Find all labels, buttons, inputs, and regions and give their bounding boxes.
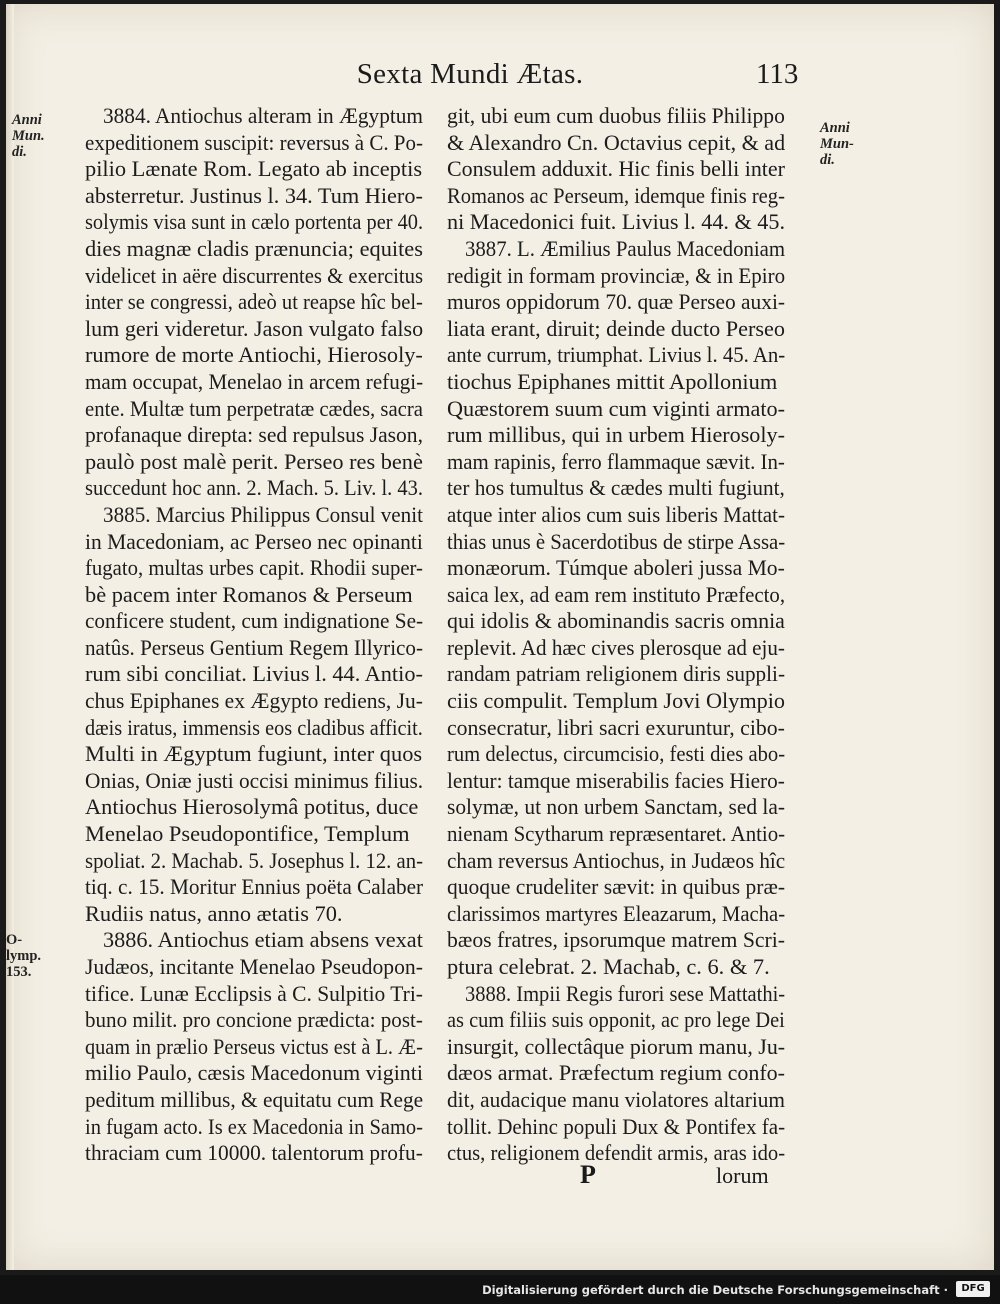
text-line: bæos fratres, ipsorumque matrem Scri- [447, 927, 786, 953]
margin-note-line: di. [12, 144, 27, 160]
text-line: atque inter alios cum suis liberis Mattat- [447, 501, 785, 527]
margin-note-line: O- [6, 932, 23, 948]
dfg-logo-icon: DFG [956, 1281, 990, 1297]
text-line: lum geri videretur. Jason vulgato falso [85, 315, 424, 341]
text-line: solymis visa sunt in cælo portenta per 40. [85, 209, 424, 235]
margin-note-line: di. [820, 152, 835, 168]
text-line: 3886. Antiochus etiam absens vexat [103, 927, 423, 953]
text-line: liata erant, diruit; deinde ducto Perseo [447, 315, 786, 341]
text-line: rum delectus, circumcisio, festi dies abo- [447, 741, 786, 767]
left-text-column [85, 103, 423, 1167]
text-line: tiq. c. 15. Moritur Ennius poëta Calaber [85, 874, 424, 900]
text-line: tiochus Epiphanes mittit Apollonium [447, 368, 778, 394]
text-line: 3888. Impii Regis furori sese Mattathi- [465, 980, 786, 1006]
margin-note-olympiad [6, 932, 64, 980]
page-gutter-edge [6, 4, 14, 1270]
text-line: nienam Scytharum repræsentaret. Antio- [447, 821, 786, 847]
text-line: conficere student, cum indignatione Se- [85, 608, 424, 634]
text-line: Antiochus Hierosolymâ potitus, duce [85, 794, 419, 820]
text-line: peditum millibus, & equitatu cum Rege [85, 1086, 424, 1112]
text-line: paulò post malè perit. Perseo res benè [85, 448, 423, 474]
text-line: ctus, religionem defendit armis, aras ido- [447, 1140, 786, 1166]
text-line: Romanos ac Perseum, idemque finis reg- [447, 182, 785, 208]
margin-note-line: lymp. [6, 948, 42, 964]
text-line: solymæ, ut non urbem Sanctam, sed la- [447, 794, 786, 820]
text-line: mam rapinis, ferro flammaque sævit. In- [447, 448, 785, 474]
text-line: Onias, Oniæ justi occisi minimus filius. [85, 767, 424, 793]
text-line: ptura celebrat. 2. Machab, c. 6. & 7. [447, 954, 770, 979]
text-line: ante currum, triumphat. Livius l. 45. An- [447, 342, 786, 368]
text-line: cham reversus Antiochus, in Judæos hîc [447, 847, 786, 873]
text-line: dæis iratus, immensis eos cladibus afficit. [85, 714, 423, 740]
text-line: rum sibi conciliat. Livius l. 44. Antio- [85, 661, 423, 687]
text-line: saica lex, ad eam rem instituto Præfecto, [447, 581, 786, 607]
text-line: ente. Multæ tum perpetratæ cædes, sacra [85, 395, 423, 421]
text-line: monæorum. Túmque aboleri jussa Mo- [447, 555, 785, 581]
footer-credit: Digitalisierung gefördert durch die Deutsche Forschungsgemeinschaft · [482, 1283, 948, 1297]
text-line: rum millibus, qui in urbem Hierosoly- [447, 422, 785, 448]
text-line: profanaque direpta: sed repulsus Jason, [85, 422, 423, 448]
text-line: in Macedoniam, ac Perseo nec opinanti [85, 528, 423, 554]
text-line: Menelao Pseudopontifice, Templum [85, 821, 410, 847]
text-line: fugato, multas urbes capit. Rhodii super- [85, 555, 423, 581]
text-line: tollit. Dehinc populi Dux & Pontifex fa- [447, 1113, 786, 1139]
text-line: buno milit. pro concione prædicta: post- [85, 1007, 423, 1033]
text-line: dies magnæ cladis prænuncia; equites [85, 235, 423, 261]
text-line: 3887. L. Æmilius Paulus Macedoniam [465, 235, 786, 261]
catchword: lorum [716, 1163, 769, 1188]
running-head: Sexta Mundi Ætas. [356, 58, 584, 90]
text-line: consecratur, libri sacri exuruntur, cibo- [447, 714, 785, 740]
text-line: 3884. Antiochus alteram in Ægyptum [103, 103, 423, 128]
text-line: muros oppidorum 70. quæ Perseo auxi- [447, 289, 786, 315]
text-line: Quæstorem suum cum viginti armato- [447, 395, 786, 421]
text-line: git, ubi eum cum duobus filiis Philippo [447, 103, 785, 128]
page-number: 113 [756, 58, 799, 90]
text-line: natûs. Perseus Gentium Regem Illyrico- [85, 634, 423, 660]
text-line: ni Macedonici fuit. Livius l. 44. & 45. [447, 209, 786, 235]
text-line: quoque crudeliter sævit: in quibus præ- [447, 874, 786, 900]
text-line: inter se congressi, adeò ut reapse hîc bel- [85, 289, 423, 315]
margin-note-line: 153. [6, 964, 32, 980]
text-line: qui idolis & abominandis sacris omnia [447, 608, 785, 634]
text-line: pilio Lænate Rom. Legato ab inceptis [85, 156, 423, 182]
text-line: lentur: tamque miserabilis facies Hiero- [447, 767, 785, 793]
text-line: Multi in Ægyptum fugiunt, inter quos [85, 741, 423, 767]
text-line: thraciam cum 10000. talentorum profu- [85, 1140, 423, 1166]
text-line: expeditionem suscipit: reversus à C. Po- [85, 129, 423, 155]
text-line: mam occupat, Menelao in arcem refugi- [85, 368, 424, 394]
text-line: replevit. Ad hæc cives plerosque ad eju- [447, 634, 785, 660]
text-line: dit, audacique manu violatores altarium [447, 1086, 785, 1112]
text-line: clarissimos martyres Eleazarum, Macha- [447, 900, 786, 926]
text-line: spoliat. 2. Machab. 5. Josephus l. 12. an- [85, 847, 424, 873]
text-line: in fugam acto. Is ex Macedonia in Samo- [85, 1113, 423, 1139]
margin-note-line: Mun- [820, 136, 854, 152]
text-line: as cum filiis suis opponit, ac pro lege Dei [447, 1007, 785, 1033]
text-line: rumore de morte Antiochi, Hierosoly- [85, 342, 423, 368]
text-line: randam patriam religionem diris suppli- [447, 661, 786, 687]
text-line: quam in prælio Perseus victus est à L. Æ- [85, 1033, 423, 1059]
text-line: ciis compulit. Templum Jovi Olympio [447, 688, 785, 714]
text-line: Judæos, incitante Menelao Pseudopon- [85, 954, 423, 979]
text-line: redigit in formam provinciæ, & in Epiro [447, 262, 786, 288]
text-line: dæos armat. Præfectum regium confo- [447, 1060, 786, 1086]
text-line: bè pacem inter Romanos & Perseum [85, 581, 413, 607]
margin-note-line: Mun. [12, 128, 45, 144]
text-line: chus Epiphanes ex Ægypto rediens, Ju- [85, 688, 423, 714]
text-line: 3885. Marcius Philippus Consul venit [103, 501, 424, 527]
margin-note-line: Anni [12, 112, 42, 128]
text-line: Consulem adduxit. Hic finis belli inter [447, 156, 785, 182]
text-line: tifice. Lunæ Ecclipsis à C. Sulpitio Tri- [85, 980, 423, 1006]
digitization-footer [0, 1275, 1000, 1304]
signature-mark: P [580, 1160, 596, 1189]
margin-note-anni-mundi-right [820, 120, 870, 168]
text-line: thias unus è Sacerdotibus de stirpe Assa- [447, 528, 786, 554]
text-line: videlicet in aëre discurrentes & exercitus [85, 262, 423, 288]
right-text-column [447, 103, 785, 1167]
margin-note-anni-mundi-left [12, 112, 60, 160]
text-line: Rudiis natus, anno ætatis 70. [85, 900, 343, 926]
text-line: insurgit, collectâque piorum manu, Ju- [447, 1033, 786, 1059]
text-line: succedunt hoc ann. 2. Mach. 5. Liv. l. 43. [85, 475, 423, 501]
margin-note-line: Anni [820, 120, 850, 136]
text-line: milio Paulo, cæsis Macedonum viginti [85, 1060, 423, 1086]
text-line: & Alexandro Cn. Octavius cepit, & ad [447, 129, 786, 155]
text-line: ter hos tumultus & cædes multi fugiunt, [447, 475, 785, 501]
text-line: absterretur. Justinus l. 34. Tum Hiero- [85, 182, 423, 208]
